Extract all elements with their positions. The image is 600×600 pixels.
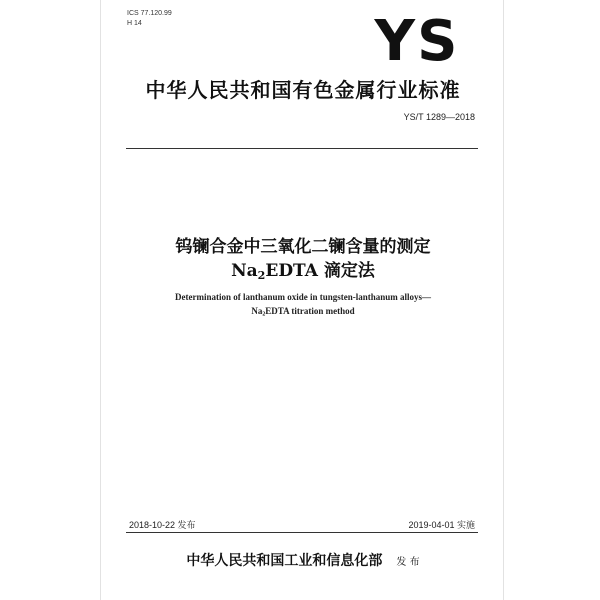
- ics-code: ICS 77.120.99: [127, 10, 172, 17]
- standard-category-title: 中华人民共和国有色金属行业标准: [145, 78, 461, 102]
- classification-codes: [127, 9, 172, 29]
- chinese-title-line-2: [101, 256, 505, 282]
- publisher-name: 中华人民共和国工业和信息化部: [186, 553, 383, 569]
- english-title-line-1: Determination of lanthanum oxide in tungsten-lanthanum alloys—: [174, 292, 432, 302]
- ys-logo-text: YS: [374, 14, 460, 64]
- en-formula-suffix: EDTA titration method: [265, 306, 355, 316]
- ys-logo: [372, 14, 462, 64]
- issue-date: 2018-10-22 发布: [129, 520, 196, 530]
- chinese-title-line-1: 钨镧合金中三氧化二镧含量的测定: [175, 237, 431, 257]
- en-formula-subscript: 2: [262, 311, 266, 318]
- category-code: H 14: [127, 20, 142, 27]
- publisher-line: [101, 550, 505, 570]
- formula-suffix: EDTA 滴定法: [265, 261, 375, 281]
- english-title-line-2: [101, 306, 505, 317]
- publisher-suffix: 发 布: [396, 557, 420, 568]
- top-divider: [126, 148, 478, 149]
- formula-prefix: Na: [231, 261, 258, 281]
- en-formula-prefix: Na: [251, 306, 263, 316]
- bottom-divider: [126, 532, 478, 533]
- standard-number: YS/T 1289—2018: [403, 112, 475, 122]
- implementation-date: 2019-04-01 实施: [408, 520, 475, 530]
- standard-cover-page: [100, 0, 504, 600]
- formula-subscript: 2: [257, 268, 266, 282]
